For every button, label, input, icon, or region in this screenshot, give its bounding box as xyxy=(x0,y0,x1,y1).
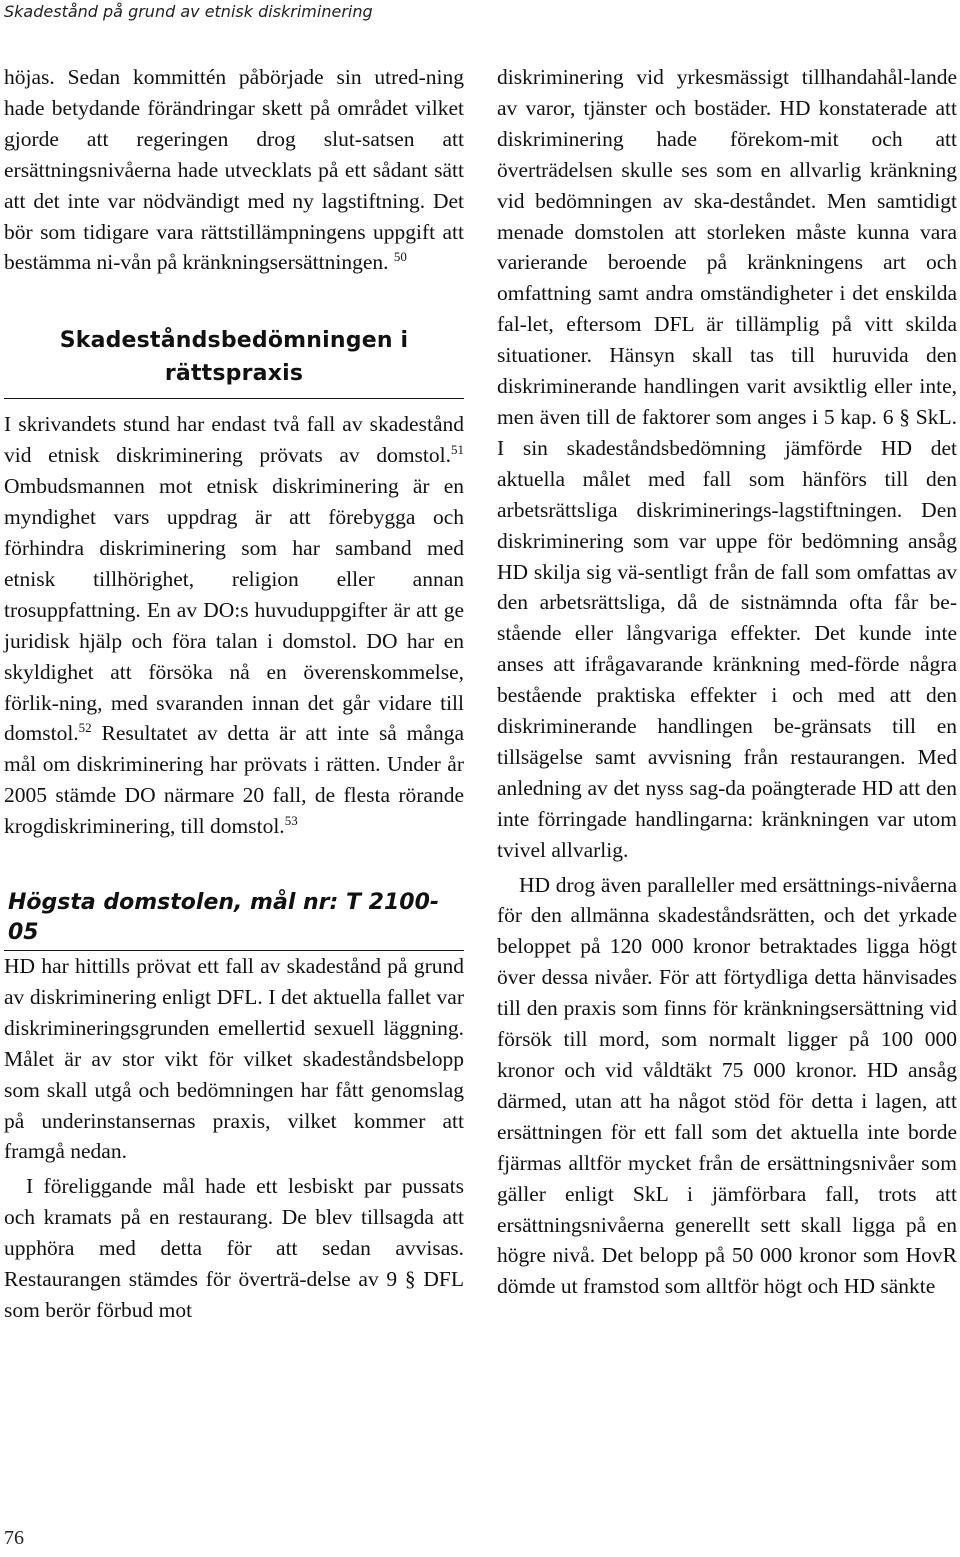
page-number: 76 xyxy=(4,1527,24,1549)
paragraph: diskriminering vid yrkesmässigt tillhandahål-lande av varor, tjänster och bostäder. HD konstaterade att diskriminering hade förekom-mit och att överträdelsen skulle ses som en allvarlig kränkning vid bedömningen av ska-deståndet. Men samtidigt menade domstolen att storleken måste kunna vara varierande beroende på kränkningens art och omfattning samt andra omständigheter i det enskilda fal-let, eftersom DFL är tillämplig på vitt skilda situationer. Hänsyn skall tas till huruvida den diskriminerande handlingen varit avsiktlig eller inte, men även till de faktorer som anges i 5 kap. 6 § SkL. I sin skadeståndsbedömning jämförde HD det aktuella målet med fall som hänförs till den arbetsrättsliga diskriminerings-lagstiftningen. Den diskriminering som var uppe för bedömning ansåg HD skilja sig vä-sentligt från de fall som omfattas av den arbetsrättsliga, då de sistnämnda ofta får be-stående eller långvariga effekter. Det kunde inte anses att ifrågavarande kränkning med-förde några bestående praktiska effekter i och med att den diskriminerande handlingen be-gränsats till en tillsägelse samt avvisning från restaurangen. Med anledning av det nyss sag-da poängterade HD att den inte förringade handlingarna: kränkningen var utom tvivel allvarlig. xyxy=(497,65,957,862)
paragraph xyxy=(4,62,464,278)
case-heading: Högsta domstolen, mål nr: T 2100-05 xyxy=(4,888,464,951)
footnote-ref: 52 xyxy=(78,720,92,736)
running-header: Skadestånd på grund av etnisk diskriminering xyxy=(4,2,373,21)
footnote-ref: 51 xyxy=(451,442,464,458)
footnote-ref: 53 xyxy=(284,812,298,828)
right-column xyxy=(497,62,957,1302)
footnote-ref: 50 xyxy=(393,249,407,265)
left-column xyxy=(4,62,464,1326)
paragraph-text: I skrivandets stund har endast två fall av skadestånd vid etnisk diskriminering prövats av domstol. xyxy=(4,412,464,468)
paragraph xyxy=(4,409,464,842)
paragraph: I föreliggande mål hade ett lesbiskt par pussats och kramats på en restaurang. De blev tillsagda att upphöra med detta för att sedan avvisas. Restaurangen stämdes för överträ-delse av 9 § DFL som berör förbud mot xyxy=(4,1174,464,1322)
paragraph: HD drog även paralleller med ersättnings-nivåerna för den allmänna skadeståndsrätten, och det yrkade beloppet på 120 000 kronor betraktades ligga högt över dessa nivåer. För att förtydliga detta hänvisades till den praxis som finns för kränkningsersättning vid försök till mord, som normalt ligger på 100 000 kronor och vid våldtäkt 75 000 kronor. HD ansåg därmed, utan att ha något stöd för detta i lagen, att ersättningen för ett fall som det aktuella inte borde fjärmas alltför mycket från de ersättningsnivåer som gäller enligt SkL i jämförbara fall, trots att ersättningsnivåerna generellt sett skall ligga på en högre nivå. Det belopp på 50 000 kronor som HovR dömde ut framstod som alltför högt och HD sänkte xyxy=(497,872,957,1299)
paragraph-text: Ombudsmannen mot etnisk diskriminering är en myndighet vars uppdrag är att förebygga och förhindra diskriminering som har samband med etnisk tillhörighet, religion eller annan trosuppfattning. En av DO:s huvuduppgifter är att ge juridisk hjälp och föra talan i domstol. DO har en skyldighet att försöka nå en överenskommelse, förlik-ning, med svaranden innan det går vidare till domstol. xyxy=(4,474,464,746)
paragraph-text: Resultatet av detta är att inte så många mål om diskriminering har prövats i rätten. Under år 2005 stämde DO närmare 20 fall, de flesta rörande krogdiskriminering, till domstol. xyxy=(4,721,464,839)
paragraph: HD har hittills prövat ett fall av skadestånd på grund av diskriminering enligt DFL. I det aktuella fallet var diskrimineringsgrunden emellertid sexuell läggning. Målet är av stor vikt för vilket skadeståndsbelopp som skall utgå och bedömningen har fått genomslag på underinstansernas praxis, vilket kommer att framgå nedan. xyxy=(4,954,464,1164)
section-heading: Skadeståndsbedömningen i rättspraxis xyxy=(4,324,464,399)
paragraph-text: höjas. Sedan kommittén påbörjade sin utred-ning hade betydande förändringar skett på området vilket gjorde att regeringen drog slut-satsen att ersättningsnivåerna hade utvecklats på ett sådant sätt att det inte var nödvändigt med ny lagstiftning. Det bör som tidigare vara rättstillämpningens uppgift att bestämma ni-vån på kränkningsersättningen. xyxy=(4,65,464,275)
